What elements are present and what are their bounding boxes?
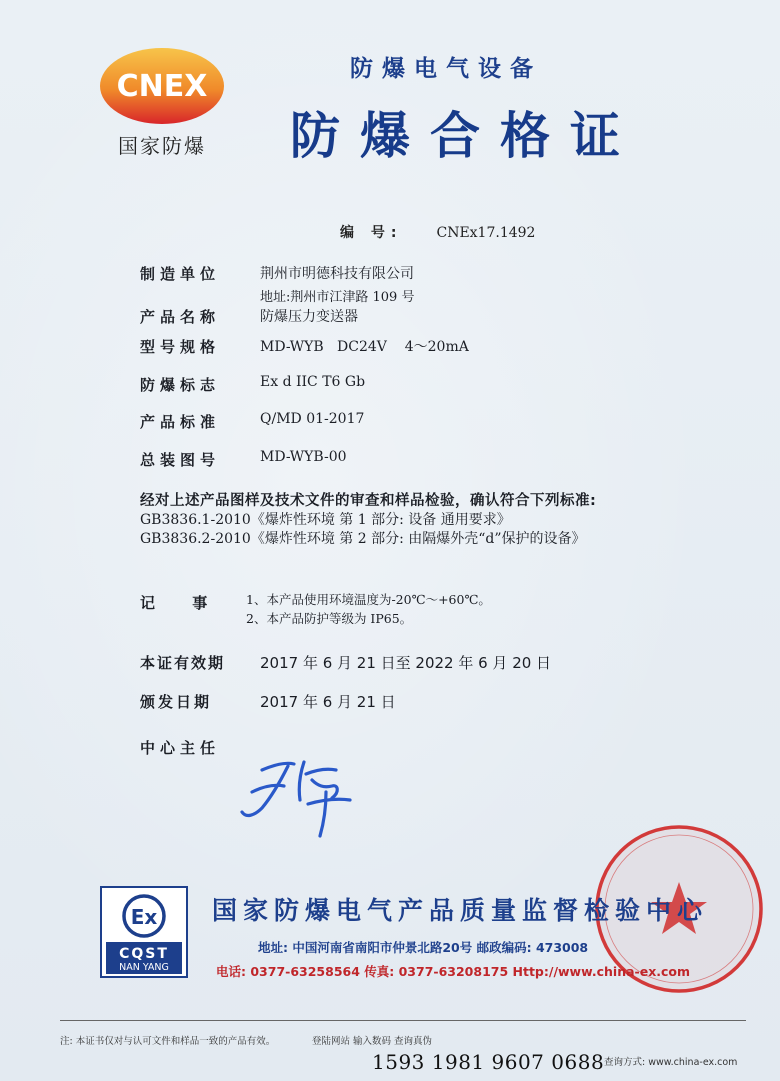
- serial-value: CNEx17.1492: [436, 225, 536, 241]
- ex-marking-label: 防爆标志: [140, 376, 221, 394]
- certificate-title: 防爆合格证: [290, 107, 640, 165]
- cnex-logo-text: CNEX: [116, 69, 208, 104]
- manufacturer-address: 地址:荆州市江津路 109 号: [260, 290, 415, 305]
- validity-value: 2017 年 6 月 21 日至 2022 年 6 月 20 日: [260, 654, 552, 672]
- footer-note: 注: 本证书仅对与认可文件和样品一致的产品有效。: [60, 1036, 276, 1047]
- issue-date-value: 2017 年 6 月 21 日: [260, 693, 396, 711]
- serial-label: 编 号:: [340, 225, 403, 241]
- standard-item: GB3836.1-2010《爆炸性环境 第 1 部分: 设备 通用要求》: [140, 512, 511, 528]
- ex-marking-value: Ex d IIC T6 Gb: [260, 374, 366, 390]
- model-label: 型号规格: [140, 338, 221, 356]
- footer-divider: [60, 1020, 746, 1021]
- product-name-value: 防爆压力变送器: [260, 309, 358, 325]
- director-signature: [228, 752, 368, 842]
- product-name-label: 产品名称: [140, 308, 221, 326]
- note-item: 1、本产品使用环境温度为-20℃～+60℃。: [246, 592, 491, 607]
- footer-website: 查询方式: www.china-ex.com: [604, 1057, 738, 1068]
- issue-date-label: 颁发日期: [140, 693, 213, 711]
- product-standard-label: 产品标准: [140, 413, 221, 431]
- issuer-address: 地址: 中国河南省南阳市仲景北路20号 邮政编码: 473008: [258, 940, 589, 955]
- cqst-mark: Ex: [130, 905, 158, 929]
- serial-number: [340, 222, 535, 242]
- validity-label: 本证有效期: [140, 654, 226, 672]
- cnex-logo-icon: [92, 42, 232, 130]
- issuer-name: 国家防爆电气产品质量监督检验中心: [212, 896, 709, 925]
- notes-label: 记 事: [140, 594, 224, 612]
- footer-verify: 登陆网站 输入数码 查询真伪: [312, 1036, 433, 1047]
- notes-list: [246, 590, 491, 628]
- manufacturer-value: 荆州市明德科技有限公司: [260, 266, 414, 282]
- manufacturer-label: 制造单位: [140, 265, 221, 283]
- cqst-city: NAN YANG: [119, 962, 169, 973]
- director-label: 中心主任: [140, 739, 221, 757]
- cqst-name: CQST: [119, 946, 169, 962]
- cnex-logo-caption: 国家防爆: [118, 134, 206, 158]
- note-item: 2、本产品防护等级为 IP65。: [246, 611, 413, 626]
- cqst-logo-icon: [100, 886, 188, 978]
- issuer-contact: 电话: 0377-63258564 传真: 0377-63208175 Http://www.china-ex.com: [216, 964, 691, 979]
- standard-item: GB3836.2-2010《爆炸性环境 第 2 部分: 由隔爆外壳“d”保护的设备》: [140, 531, 586, 547]
- standards-heading: 经对上述产品图样及技术文件的审查和样品检验，确认符合下列标准:: [140, 493, 597, 509]
- assembly-drawing-value: MD-WYB-00: [260, 449, 347, 465]
- certificate-subtitle: 防爆电气设备: [350, 56, 542, 82]
- model-value: MD-WYB DC24V 4～20mA: [260, 339, 469, 355]
- standards-block: [140, 492, 596, 549]
- product-standard-value: Q/MD 01-2017: [260, 411, 365, 427]
- cqst-logo: [100, 886, 188, 978]
- verification-code: 1593 1981 9607 0688: [372, 1050, 605, 1074]
- cnex-logo: [92, 42, 232, 162]
- assembly-drawing-label: 总装图号: [140, 451, 221, 469]
